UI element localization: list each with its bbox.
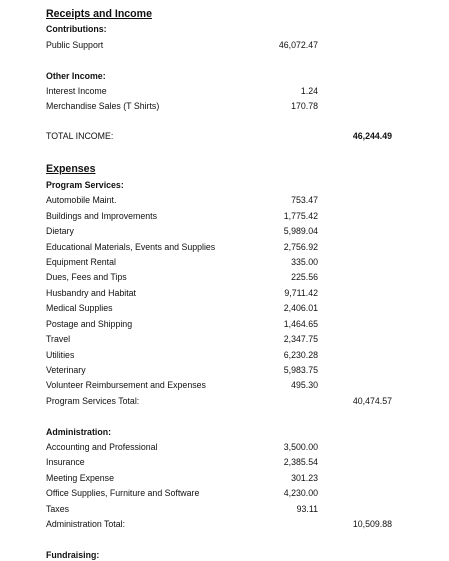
- other-income-label: Other Income:: [46, 71, 106, 81]
- program-item-amount: 6,230.28: [283, 350, 318, 360]
- program-item-label: Husbandry and Habitat: [46, 288, 136, 298]
- expenses-heading: Expenses: [46, 163, 96, 175]
- program-item-label: Medical Supplies: [46, 303, 113, 313]
- admin-item-amount: 2,385.54: [283, 457, 318, 467]
- program-item-amount: 495.30: [291, 380, 318, 390]
- interest-income-label: Interest Income: [46, 86, 107, 96]
- program-item-label: Veterinary: [46, 365, 86, 375]
- admin-item-amount: 301.23: [291, 473, 318, 483]
- program-item-label: Dietary: [46, 226, 74, 236]
- admin-item-label: Office Supplies, Furniture and Software: [46, 488, 200, 498]
- program-item-amount: 1,464.65: [283, 319, 318, 329]
- program-item-label: Buildings and Improvements: [46, 211, 157, 221]
- interest-income-amount: 1.24: [300, 86, 318, 96]
- program-item-label: Dues, Fees and Tips: [46, 272, 127, 282]
- program-services-total-label: Program Services Total:: [46, 396, 140, 406]
- program-item-amount: 2,406.01: [283, 303, 318, 313]
- admin-item-amount: 4,230.00: [283, 488, 318, 498]
- program-item-amount: 5,989.04: [283, 226, 318, 236]
- program-item-label: Automobile Maint.: [46, 195, 117, 205]
- fundraising-label: Fundraising:: [46, 550, 100, 560]
- administration-total-amount: 10,509.88: [352, 519, 392, 529]
- merchandise-sales-amount: 170.78: [291, 101, 318, 111]
- admin-item-label: Taxes: [46, 504, 69, 514]
- receipts-heading: Receipts and Income: [46, 8, 152, 20]
- program-item-amount: 335.00: [291, 257, 318, 267]
- merchandise-sales-label: Merchandise Sales (T Shirts): [46, 101, 160, 111]
- program-item-label: Educational Materials, Events and Supplies: [46, 242, 216, 252]
- admin-item-amount: 93.11: [296, 504, 318, 514]
- program-item-label: Travel: [46, 334, 71, 344]
- administration-total-label: Administration Total:: [46, 519, 126, 529]
- public-support-amount: 46,072.47: [278, 40, 318, 50]
- program-item-label: Volunteer Reimbursement and Expenses: [46, 380, 206, 390]
- program-item-label: Postage and Shipping: [46, 319, 133, 329]
- total-income-label: TOTAL INCOME:: [46, 131, 114, 141]
- program-services-total-amount: 40,474.57: [352, 396, 392, 406]
- administration-label: Administration:: [46, 427, 111, 437]
- admin-item-amount: 3,500.00: [283, 442, 318, 452]
- program-item-amount: 1,775.42: [283, 211, 318, 221]
- program-item-amount: 2,756.92: [283, 242, 318, 252]
- program-item-label: Utilities: [46, 350, 75, 360]
- admin-item-label: Meeting Expense: [46, 473, 114, 483]
- admin-item-label: Insurance: [46, 457, 85, 467]
- program-item-amount: 5,983.75: [283, 365, 318, 375]
- program-item-amount: 225.56: [291, 272, 318, 282]
- program-item-amount: 753.47: [291, 195, 318, 205]
- total-income-amount: 46,244.49: [352, 131, 392, 141]
- program-item-amount: 2,347.75: [283, 334, 318, 344]
- program-services-label: Program Services:: [46, 180, 124, 190]
- program-item-label: Equipment Rental: [46, 257, 116, 267]
- public-support-label: Public Support: [46, 40, 104, 50]
- contributions-label: Contributions:: [46, 24, 107, 34]
- admin-item-label: Accounting and Professional: [46, 442, 158, 452]
- program-item-amount: 9,711.42: [284, 288, 318, 298]
